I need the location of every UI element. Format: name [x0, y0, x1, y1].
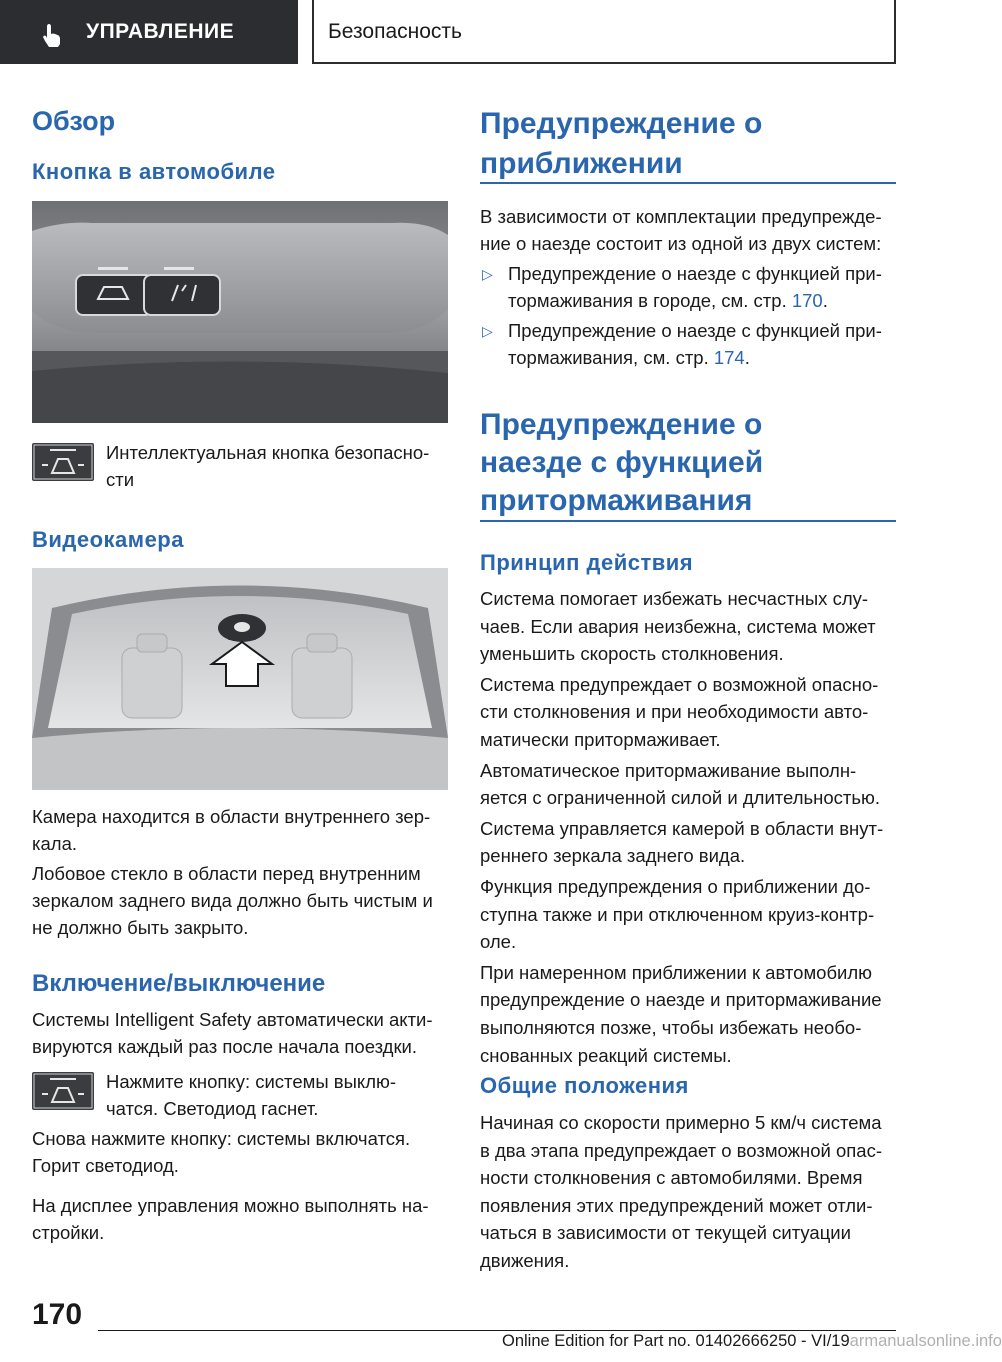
page-link[interactable]: 174 [713, 347, 745, 368]
onoff-heading: Включение/выключение [32, 970, 326, 997]
collision-warning-heading: Предупреждение о наезде с функцией притормаживания [480, 408, 764, 517]
approach-warning-heading: Предупреждение о приближении [480, 107, 763, 180]
windshield-text: Лобовое стекло в области перед внутренним зеркалом заднего вида должно быть чистым и не должно быть закрыто. [32, 863, 433, 938]
edition-footer [502, 1332, 1002, 1351]
overview-heading: Обзор [32, 106, 116, 136]
camera-location-text: Камера находится в области внутреннего зер- кала. [32, 806, 431, 854]
safety-button-icon [32, 443, 94, 481]
edition-text: Online Edition for Part no. 01402666250 - VI/19 [502, 1332, 850, 1350]
page-link[interactable]: 170 [791, 290, 823, 311]
section-tab [0, 0, 298, 64]
bullet-marker: ▷ [482, 323, 493, 339]
footer-rule [98, 1330, 896, 1331]
safety-button-icon [32, 1072, 94, 1110]
watermark: armanualsonline.info [849, 1332, 1002, 1350]
button-subheading: Кнопка в автомобиле [32, 159, 276, 184]
list-item: Предупреждение о наезде с функцией при- тормаживания в городе, см. стр. 170. [508, 263, 882, 311]
hand-pointer-icon [40, 22, 66, 48]
chapter-tab [312, 0, 896, 64]
chapter-title: Безопасность [328, 20, 462, 43]
display-settings-text: На дисплее управления можно выполнять на- стройки. [32, 1195, 429, 1243]
principle-heading: Принцип действия [480, 550, 694, 575]
camera-photo [32, 568, 448, 790]
section-title: УПРАВЛЕНИЕ [86, 20, 235, 43]
press-again-text: Снова нажмите кнопку: системы включатся. Горит светодиод. [32, 1128, 411, 1176]
heading-rule [480, 520, 896, 522]
button-panel-photo [32, 201, 448, 423]
camera-subheading: Видеокамера [32, 527, 184, 552]
intro-text: В зависимости от комплектации предупрежде- ние о наезде состоит из одной из двух систем: [480, 206, 882, 254]
press-button-text: Нажмите кнопку: системы выклю- чатся. Светодиод гаснет. [106, 1071, 397, 1119]
bullet-marker: ▷ [482, 266, 493, 282]
list-item: Предупреждение о наезде с функцией при- тормаживания, см. стр. 174. [508, 320, 882, 368]
principle-text: Система помогает избежать несчастных слу- чаев. Если авария неизбежна, система может уменьшить скорость столкновения. Система предупреждает о возможной опасно- сти столкновения и при необходимости авто- матически притормаживает. Автоматическое притормаживание выполн- яется с ограниченной силой и длительностью. Система управляется камерой в области внут- реннего зеркала заднего вида. Функция предупреждения о приближении до- ступна также и при отключенном круиз-контр- оле. При намеренном приближении к автомобилю предупреждение о наезде и притормаживание выполняются позже, чтобы избежать необо- снованных реакций системы. [480, 588, 884, 1066]
page-number: 170 [32, 1298, 83, 1331]
button-caption: Интеллектуальная кнопка безопасно- сти [106, 442, 430, 490]
general-heading: Общие положения [480, 1073, 689, 1098]
onoff-text: Системы Intelligent Safety автоматически акти- вируются каждый раз после начала поездки. [32, 1009, 433, 1057]
general-text: Начиная со скорости примерно 5 км/ч система в два этапа предупреждает о возможной опас- ности столкновения с автомобилями. Время появления этих предупреждений может отли- чаться в зависимости от текущей ситуации движения. [480, 1112, 882, 1271]
heading-rule [480, 182, 896, 184]
